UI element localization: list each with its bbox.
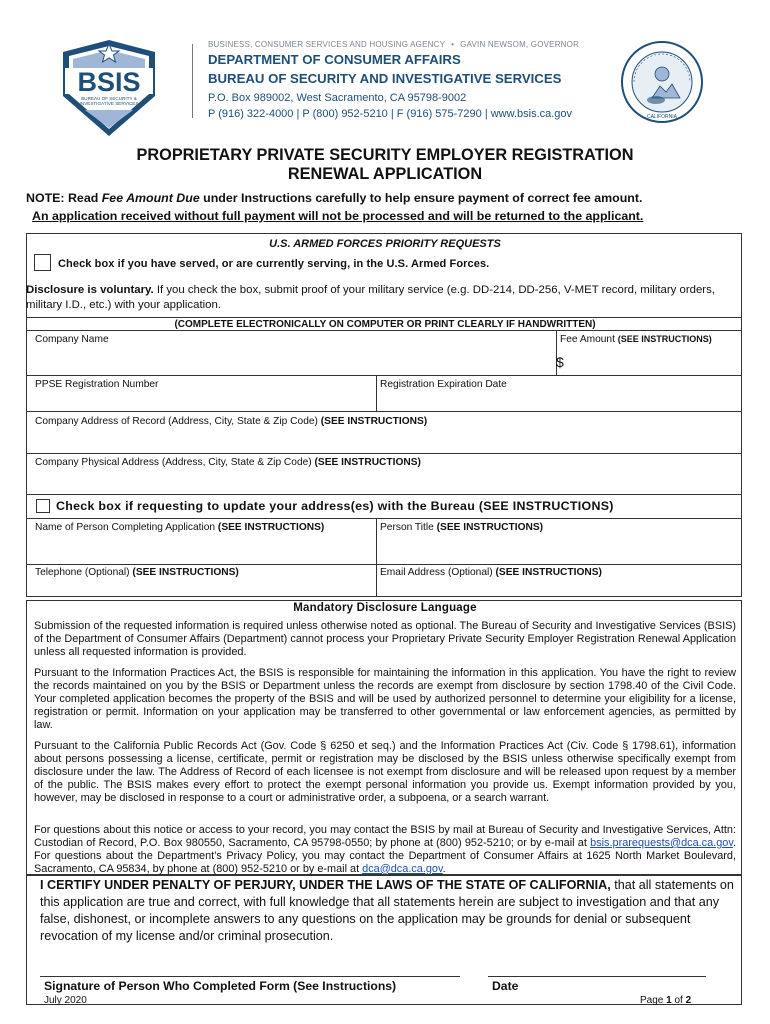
ppse-number-label: PPSE Registration Number (35, 379, 159, 390)
certification-statement: I CERTIFY UNDER PENALTY OF PERJURY, UNDER THE LAWS OF THE STATE OF CALIFORNIA, that all statements on this application are true and correct, with full knowledge that all statements herein are subject to investigation and that any false, dishonest, or incomplete answers to any questions on the application may be grounds for denial or subsequent revocation of my license and/or criminal prosecution. (40, 878, 734, 943)
company-name-input[interactable] (27, 346, 555, 374)
bureau-address: P.O. Box 989002, West Sacramento, CA 95798-9002 (208, 92, 467, 104)
company-name-label: Company Name (35, 334, 109, 345)
email-input[interactable] (378, 579, 740, 596)
mandatory-paragraph-4: For questions about this notice or access to your record, you may contact the BSIS by mail at Bureau of Security and Investigative Services, Attn: Custodian of Record, P.O. Box 980550, Sacramento, CA 95798-0550; by phone at (800) 952-5210; or by e-mail at bsis.prarequests@dca.ca.gov. For questions about the Department’s Privacy Policy, you may contact the Department of Consumer Affairs at 1625 North Market Boulevard, Sacramento, CA 95834, by phone at (800) 952-5210 or by e-mail at dca@dca.ca.gov. (34, 824, 736, 875)
svg-text:CALIFORNIA: CALIFORNIA (646, 114, 678, 120)
armed-forces-checkbox[interactable] (34, 254, 51, 271)
update-address-label: Check box if requesting to update your address(es) with the Bureau (SEE INSTRUCTIONS) (56, 499, 614, 513)
page-indicator: Page 1 of 2 (640, 995, 692, 1006)
update-address-checkbox[interactable] (36, 499, 50, 513)
department-name: DEPARTMENT OF CONSUMER AFFAIRS (208, 52, 461, 67)
address-physical-input[interactable] (27, 470, 741, 492)
telephone-input[interactable] (27, 579, 375, 596)
priority-title: U.S. ARMED FORCES PRIORITY REQUESTS (269, 238, 501, 250)
voluntary-disclosure: Disclosure is voluntary. If you check the box, submit proof of your military service (e.g. DD-214, DD-256, V-MET record, military orders, military I.D., etc.) with your application. (26, 284, 715, 311)
person-title-label: Person Title (SEE INSTRUCTIONS) (380, 522, 544, 533)
person-name-input[interactable] (27, 535, 375, 563)
svg-text:INVESTIGATIVE SERVICES: INVESTIGATIVE SERVICES (79, 101, 139, 106)
email-label: Email Address (Optional) (SEE INSTRUCTIONS) (380, 567, 602, 578)
dca-email-link[interactable]: dca@dca.ca.gov (362, 862, 443, 875)
fee-amount-input[interactable] (570, 350, 740, 374)
form-title-line1: PROPRIETARY PRIVATE SECURITY EMPLOYER REGISTRATION (136, 146, 634, 164)
logo-text: BSIS (77, 67, 141, 97)
bureau-phones: P (916) 322-4000 | P (800) 952-5210 | F (916) 575-7290 | www.bsis.ca.gov (208, 108, 573, 120)
mandatory-title: Mandatory Disclosure Language (293, 602, 477, 614)
expiration-date-label: Registration Expiration Date (380, 379, 507, 390)
date-line (488, 976, 706, 977)
date-label: Date (492, 979, 519, 993)
agency-line: BUSINESS, CONSUMER SERVICES AND HOUSING AGENCY • GAVIN NEWSOM, GOVERNOR (208, 40, 580, 49)
fee-dollar-sign: $ (556, 354, 564, 370)
person-title-input[interactable] (378, 535, 740, 563)
fee-amount-label: Fee Amount (SEE INSTRUCTIONS) (560, 334, 712, 345)
address-record-input[interactable] (27, 430, 741, 452)
bureau-name: BUREAU OF SECURITY AND INVESTIGATIVE SERVICES (208, 71, 562, 86)
expiration-date-input[interactable] (378, 391, 740, 410)
form-revision-date: July 2020 (44, 995, 87, 1006)
ppse-number-input[interactable] (27, 391, 375, 410)
mandatory-paragraph-1: Submission of the requested information is required unless otherwise noted as optional. The Bureau of Security and Investigative Services (BSIS) of the Department of Consumer Affairs (Department) cannot process your Proprietary Private Security Employer Registration Renewal Application unless all requested information is provided. (34, 620, 736, 658)
california-seal-icon (620, 40, 704, 124)
logo-subtext: BUREAU OF SECURITY & (81, 96, 137, 101)
armed-forces-label: Check box if you have served, or are currently serving, in the U.S. Armed Forces. (58, 258, 490, 270)
signature-input[interactable] (40, 950, 460, 975)
person-name-label: Name of Person Completing Application (SEE INSTRUCTIONS) (35, 522, 325, 533)
mandatory-paragraph-2: Pursuant to the Information Practices Act, the BSIS is responsible for maintaining the information in this application. You have the right to review the records maintained on you by the BSIS or Department unless the records are exempt from disclosure by section 1798.40 of the Civil Code. Your completed application becomes the property of the BSIS and will be used by authorized personnel to determine your eligibility for a license, registration or permit. Information on your application may be transferred to other governmental or law enforcement agencies, as permitted by law. (34, 667, 736, 731)
bsis-email-link[interactable]: bsis.prarequests@dca.ca.gov (590, 836, 733, 849)
telephone-label: Telephone (Optional) (SEE INSTRUCTIONS) (35, 567, 239, 578)
form-title-line2: RENEWAL APPLICATION (287, 165, 483, 183)
bsis-logo (55, 38, 163, 138)
address-record-label: Company Address of Record (Address, City, State & Zip Code) (SEE INSTRUCTIONS) (35, 416, 428, 427)
complete-notice: (COMPLETE ELECTRONICALLY ON COMPUTER OR PRINT CLEARLY IF HANDWRITTEN) (174, 319, 596, 330)
mandatory-paragraph-3: Pursuant to the California Public Records Act (Gov. Code § 6250 et seq.) and the Information Practices Act (Civ. Code § 1798.61), information about persons possessing a license, certificate, permit or registration may be disclosed by the BSIS unless otherwise specifically exempt from disclosure under the law. The Address of Record of each licensee is not exempt from disclosure and will be released upon request by a member of the public. The BSIS makes every effort to protect the exempt personal information you provide us. Exempt information provided by you, however, may be disclosed in response to a court or administrative order, a subpoena, or a search warrant. (34, 740, 736, 804)
signature-line (40, 976, 460, 977)
header-divider (192, 44, 193, 118)
date-input[interactable] (488, 950, 706, 975)
fee-note: NOTE: Read Fee Amount Due under Instructions carefully to help ensure payment of correct fee amount. (26, 191, 643, 205)
address-physical-label: Company Physical Address (Address, City, State & Zip Code) (SEE INSTRUCTIONS) (35, 457, 421, 468)
header-text-block (208, 40, 628, 120)
payment-warning: An application received without full payment will not be processed and will be returned to the applicant. (32, 209, 644, 223)
signature-label: Signature of Person Who Completed Form (See Instructions) (44, 979, 397, 993)
